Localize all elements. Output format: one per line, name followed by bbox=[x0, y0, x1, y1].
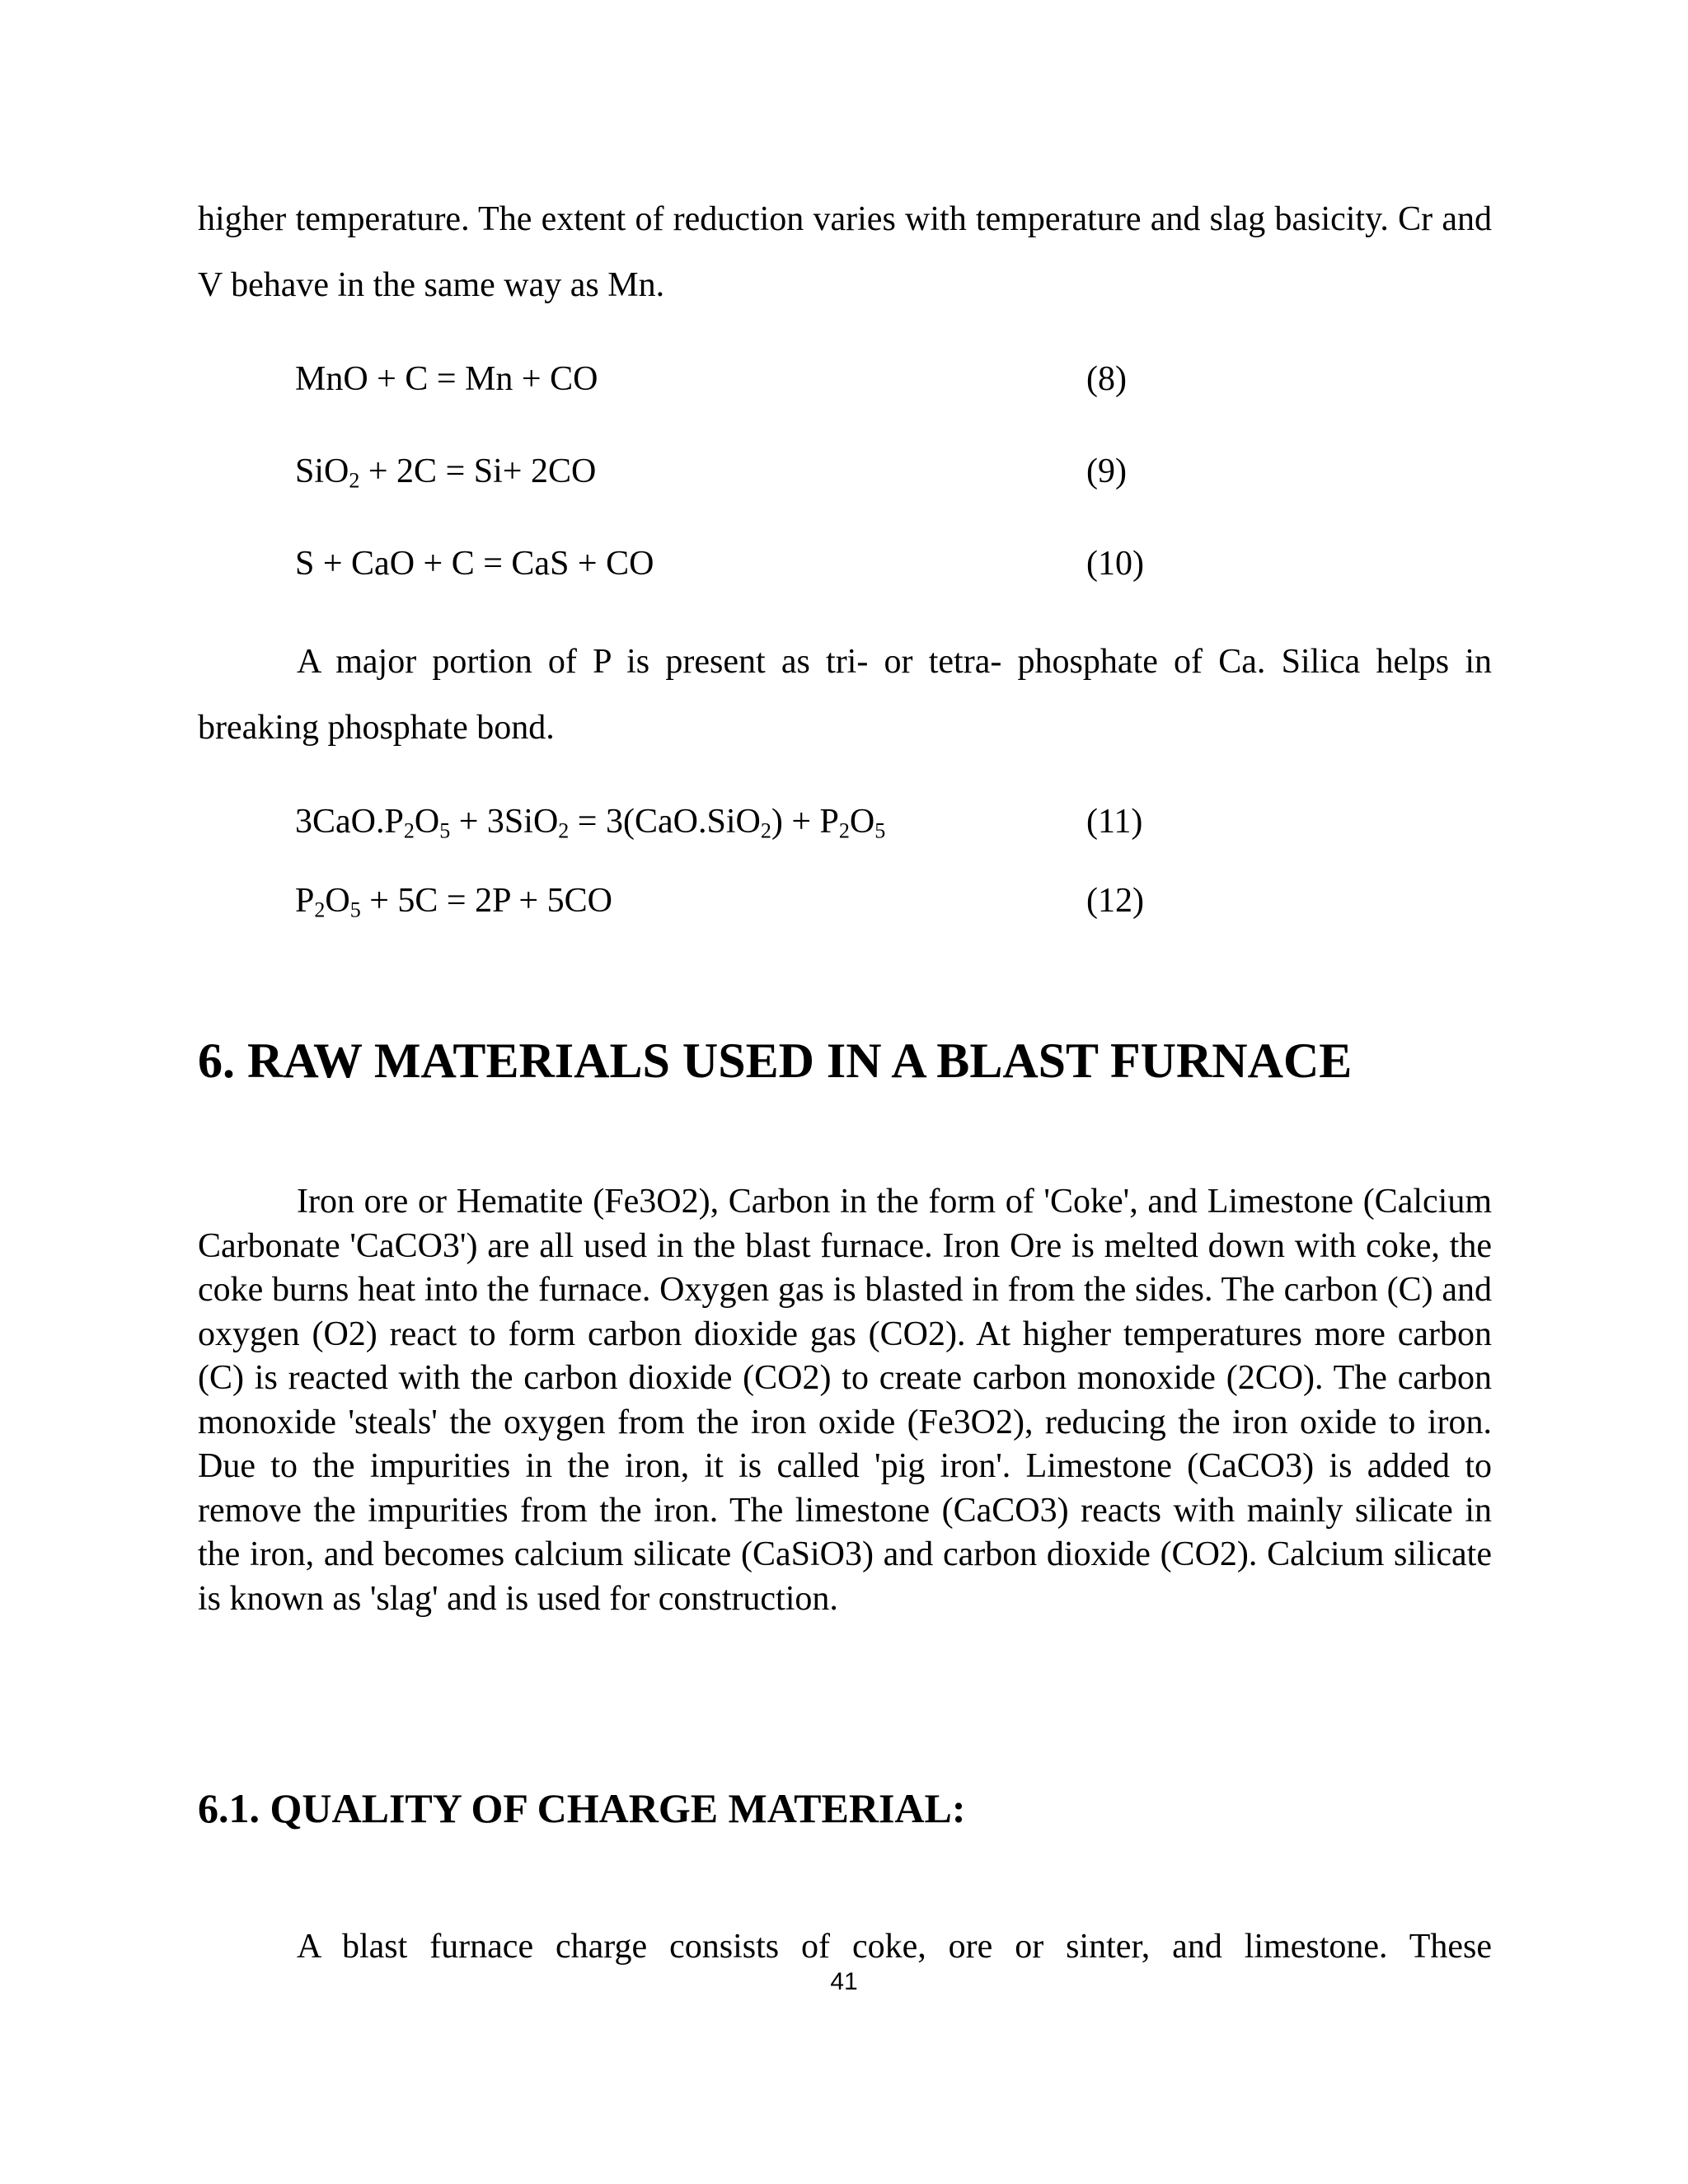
equation-11-number: (11) bbox=[1086, 803, 1143, 841]
equation-9: SiO$_2$ + 2C = Si+ 2CO bbox=[295, 452, 597, 493]
phosphorus-paragraph bbox=[198, 629, 1492, 761]
equation-8-number: (8) bbox=[1086, 360, 1127, 398]
intro-paragraph: higher temperature. The extent of reduction varies with temperature and slag basicity. Cr and V behave in the same way as Mn. bbox=[198, 200, 1492, 304]
section-heading: 6. RAW MATERIALS USED IN A BLAST FURNACE bbox=[198, 1033, 1353, 1088]
equation-8: MnO + C = Mn + CO bbox=[295, 360, 598, 398]
equation-10-number: (10) bbox=[1086, 545, 1144, 583]
raw-materials-paragraph-text: Iron ore or Hematite (Fe3O2), Carbon in the form of 'Coke', and Limestone (Calcium Carbonate 'CaCO3') are all used in the blast furnace. Iron Ore is melted down with coke, the coke burns heat into the furnace. Oxygen gas is blasted in from the sides. The carbon (C) and oxygen (O2) react to form carbon dioxide gas (CO2). At higher temperatures more carbon (C) is reacted with the carbon dioxide (CO2) to create carbon monoxide (2CO). The carbon monoxide 'steals' the oxygen from the iron oxide (Fe3O2), reducing the iron oxide to iron. Due to the impurities in the iron, it is called 'pig iron'. Limestone (CaCO3) is added to remove the impurities from the iron. The limestone (CaCO3) reacts with mainly silicate in the iron, and becomes calcium silicate (CaSiO3) and carbon dioxide (CO2). Calcium silicate is known as 'slag' and is used for construction. bbox=[198, 1183, 1492, 1618]
equation-12-number: (12) bbox=[1086, 882, 1144, 920]
phosphorus-paragraph-text: A major portion of P is present as tri- or tetra- phosphate of Ca. Silica helps in breaking phosphate bond. bbox=[198, 643, 1492, 747]
raw-materials-paragraph bbox=[198, 1180, 1492, 1621]
equation-10: S + CaO + C = CaS + CO bbox=[295, 545, 654, 583]
charge-paragraph-text: A blast furnace charge consists of coke, ore or sinter, and limestone. These bbox=[297, 1928, 1492, 1966]
equation-11: $3CaO.P_2O_5 + 3SiO_2 = 3(CaO.SiO_2) + P_2O_5$ bbox=[295, 803, 886, 843]
subsection-heading: 6.1. QUALITY OF CHARGE MATERIAL: bbox=[198, 1785, 966, 1831]
equation-12: $P_2O_5 + 5C = 2P + 5CO$ bbox=[295, 882, 612, 922]
equation-9-number: (9) bbox=[1086, 452, 1127, 490]
page-number: 41 bbox=[830, 1968, 858, 1995]
